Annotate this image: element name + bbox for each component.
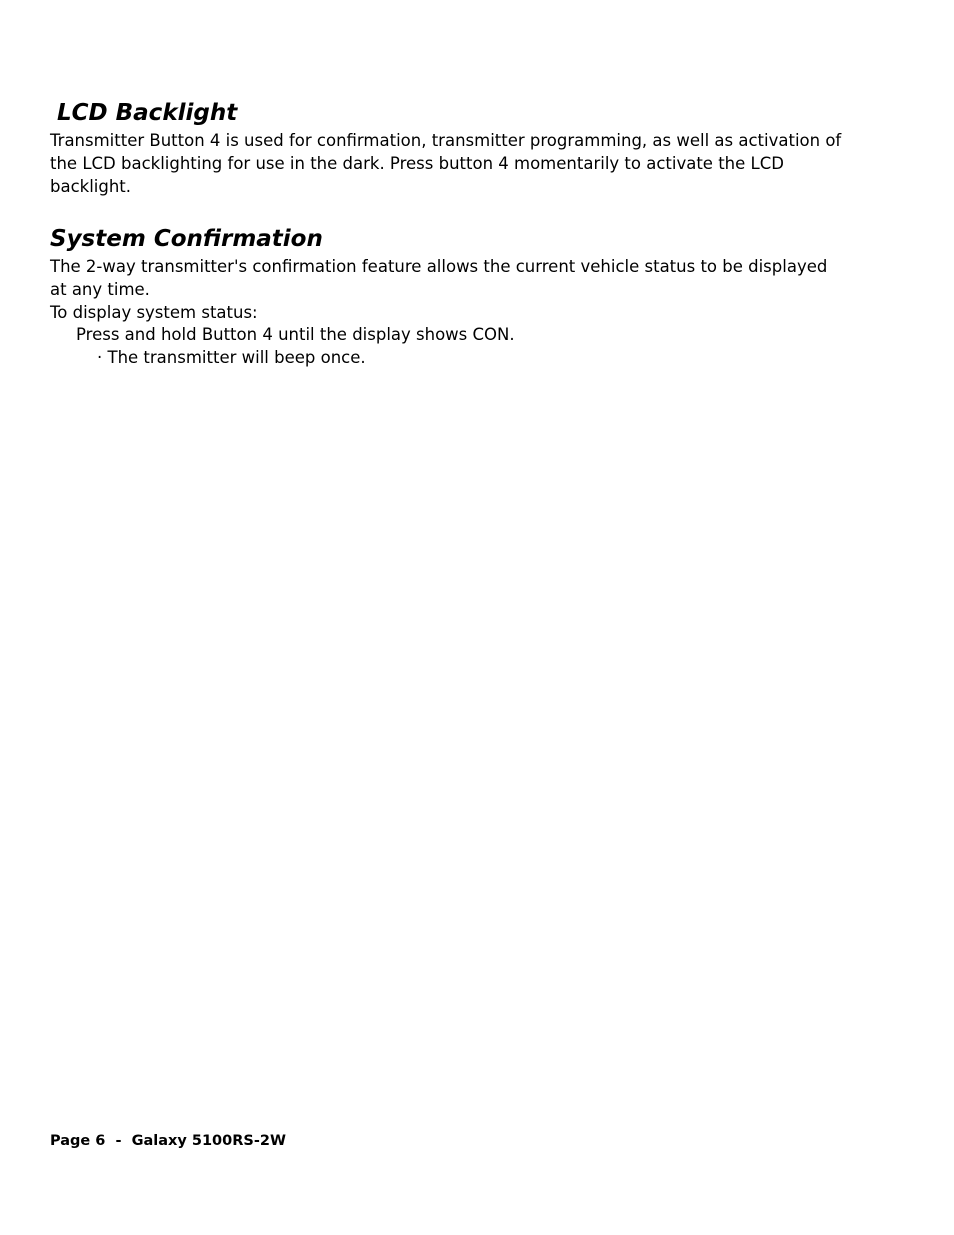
lcd-backlight-heading: LCD Backlight (57, 100, 238, 126)
page-footer: Page 6 - Galaxy 5100RS-2W (50, 1133, 286, 1149)
system-confirmation-heading: System Confirmation (50, 226, 323, 252)
instruction-step: Press and hold Button 4 until the display shows CON. (76, 325, 515, 344)
lcd-backlight-line-3: backlight. (50, 177, 132, 196)
system-confirmation-line-2: at any time. (50, 280, 150, 299)
bullet-marker: · (97, 348, 103, 367)
instruction-bullet (97, 346, 366, 369)
system-confirmation-line-1: The 2-way transmitter's confirmation feature allows the current vehicle status to be displayed (50, 257, 828, 276)
lcd-backlight-line-2: the LCD backlighting for use in the dark. Press button 4 momentarily to activate the LCD (50, 154, 784, 173)
lcd-backlight-line-1: Transmitter Button 4 is used for confirmation, transmitter programming, as well as activation of (50, 131, 842, 150)
bullet-text: The transmitter will beep once. (107, 348, 366, 367)
instruction-intro: To display system status: (50, 303, 258, 322)
